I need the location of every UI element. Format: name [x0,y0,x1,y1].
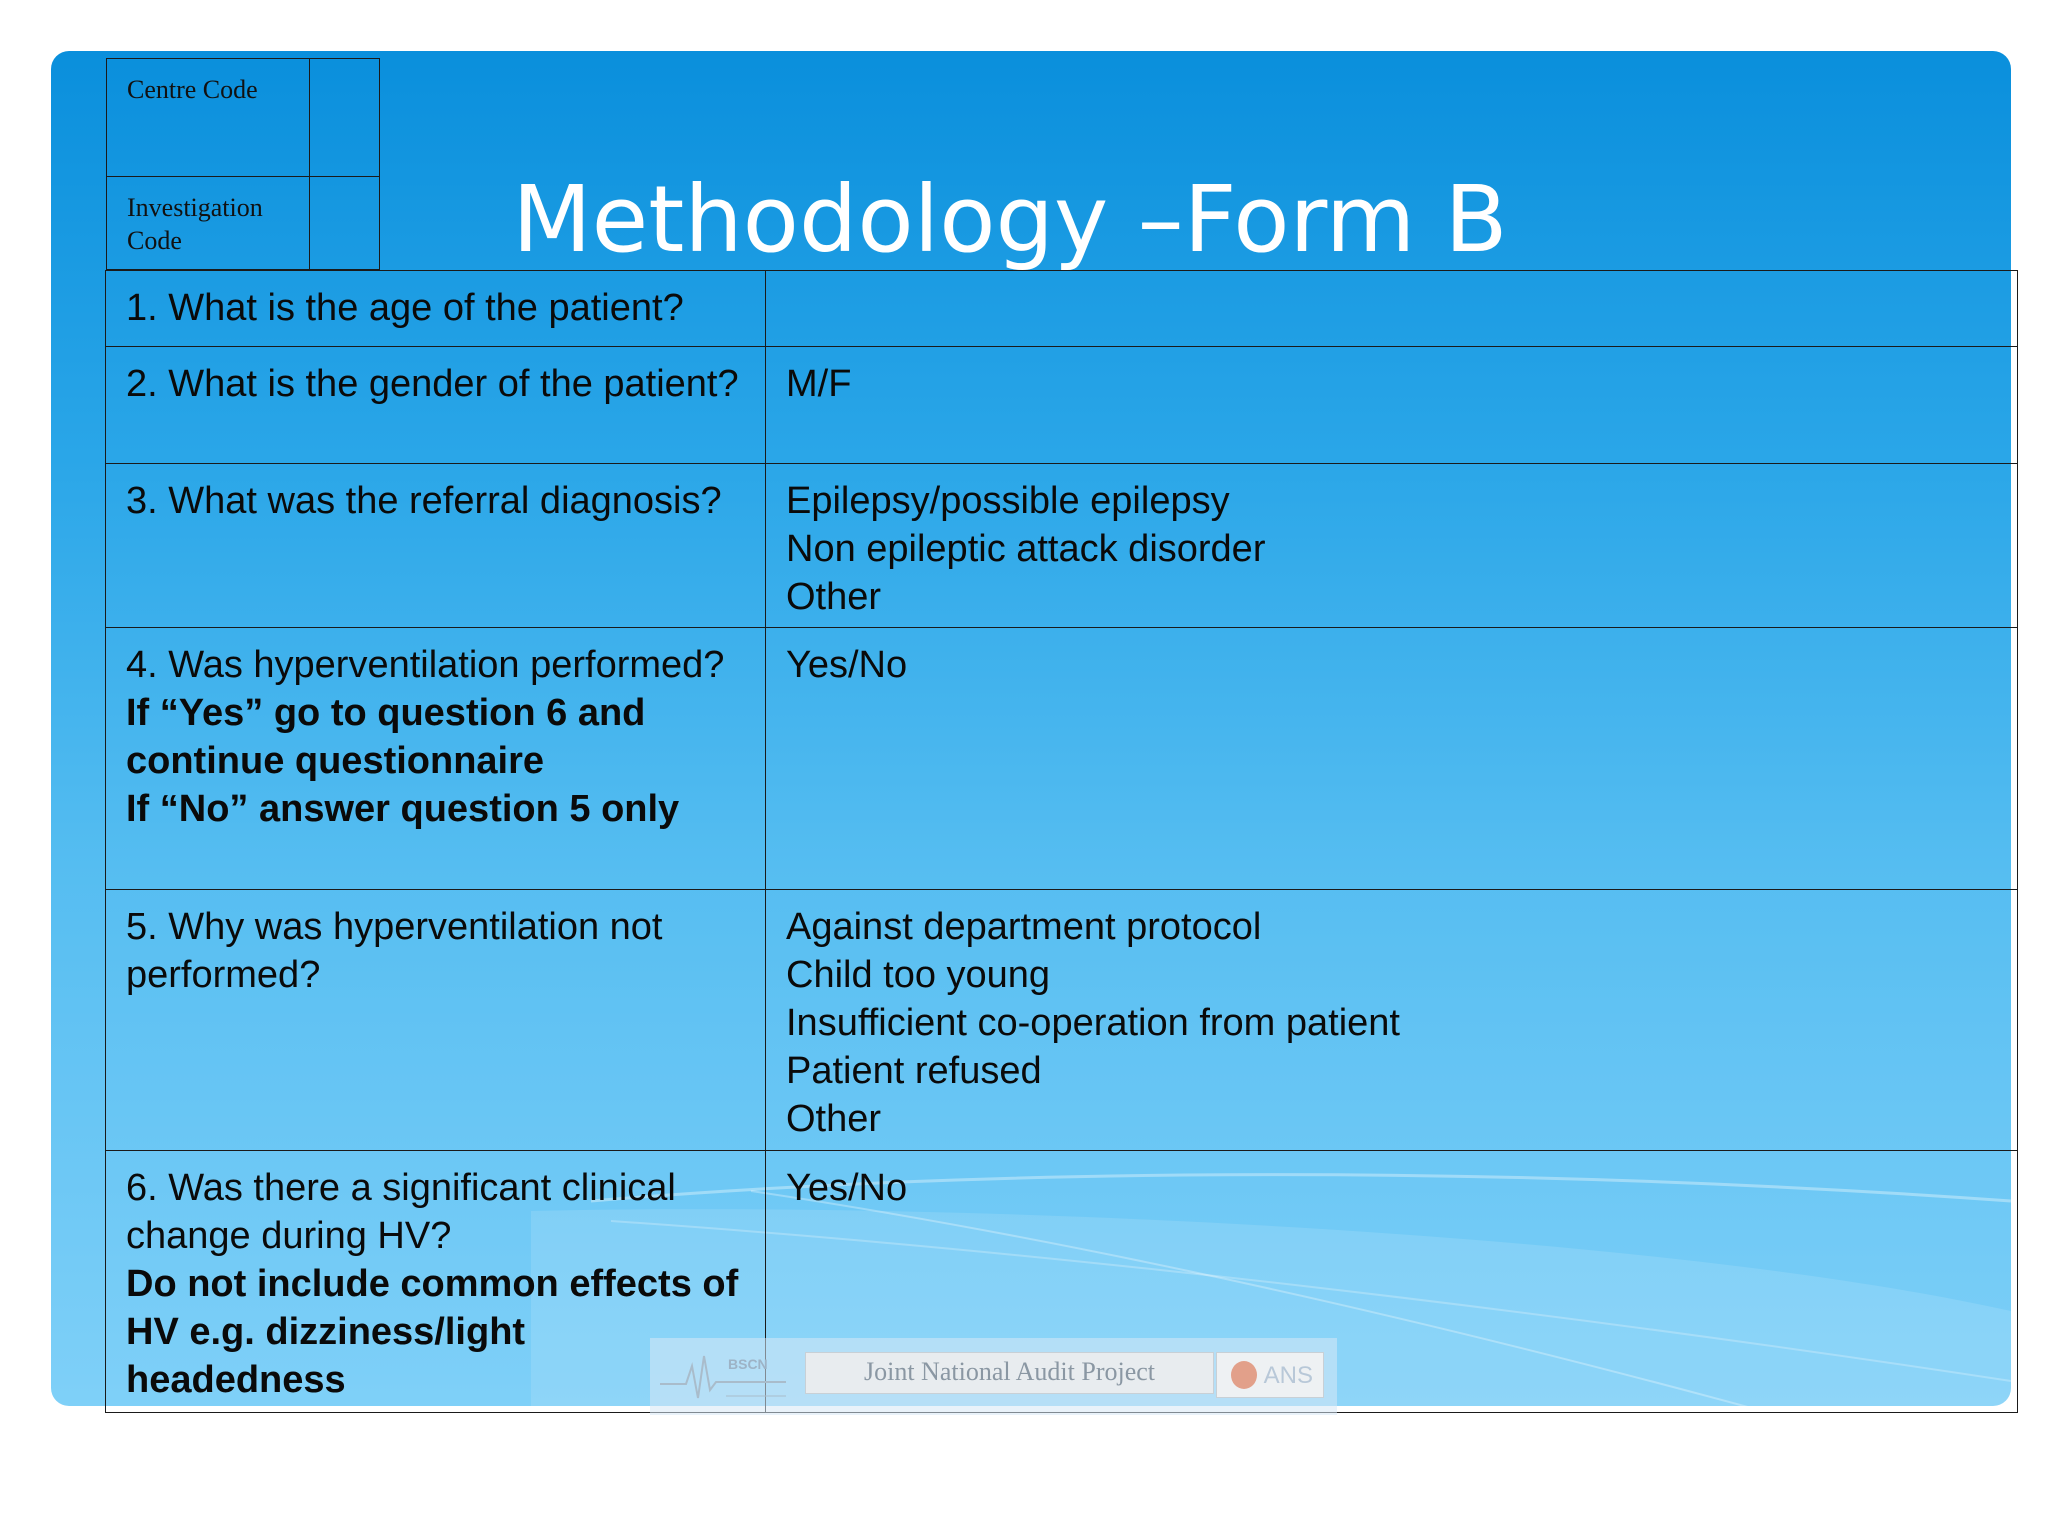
audit-banner: Joint National Audit Project [805,1352,1214,1394]
page-title: Methodology –Form B [512,166,1508,273]
table-row [106,271,2018,347]
question-cell [106,271,766,347]
ecg-logo [656,1346,796,1406]
answer-cell[interactable] [766,347,2018,464]
answer-cell[interactable] [766,628,2018,890]
ans-logo-text: ANS [1263,1362,1313,1389]
question-text: 3. What was the referral diagnosis? [126,480,722,522]
question-cell [106,890,766,1151]
question-instruction: Do not include common effects of HV e.g. dizziness/light headedness [126,1263,739,1401]
answer-option: Patient refused [786,1050,1042,1092]
question-text: 2. What is the gender of the patient? [126,363,739,405]
answer-option: Against department protocol [786,906,1262,948]
ans-logo [1216,1352,1324,1398]
investigation-code-row [107,177,379,269]
table-row [106,628,2018,890]
investigation-code-label: Investigation Code [127,193,263,255]
question-cell [106,628,766,890]
form-table [105,270,2018,1413]
table-row [106,464,2018,628]
centre-code-row [107,59,379,177]
code-box-divider [309,59,310,269]
question-text: 6. Was there a significant clinical change during HV? [126,1167,676,1257]
answer-option: Insufficient co-operation from patient [786,1002,1400,1044]
question-text: 5. Why was hyperventilation not performed? [126,906,663,996]
ans-emblem-icon [1231,1361,1257,1389]
answer-option: Epilepsy/possible epilepsy [786,480,1230,522]
answer-cell[interactable] [766,464,2018,628]
ecg-waveform-icon [656,1346,796,1406]
question-cell [106,464,766,628]
centre-code-label: Centre Code [127,75,258,104]
code-box [106,58,380,270]
answer-option: Other [786,576,882,618]
footer-logo [650,1338,1337,1415]
answer-option: Other [786,1098,882,1140]
answer-option: Child too young [786,954,1051,996]
answer-cell[interactable] [766,890,2018,1151]
question-text: 1. What is the age of the patient? [126,287,684,329]
table-row [106,347,2018,464]
question-instruction: If “Yes” go to question 6 and continue questionnaire [126,692,646,782]
answer-option: M/F [786,363,852,405]
answer-option: Non epileptic attack disorder [786,528,1266,570]
answer-option: Yes/No [786,1167,908,1209]
ecg-logo-text: BSCN [728,1356,768,1372]
answer-option: Yes/No [786,644,908,686]
table-row [106,890,2018,1151]
question-instruction: If “No” answer question 5 only [126,788,680,830]
answer-cell[interactable] [766,271,2018,347]
question-text: 4. Was hyperventilation performed? [126,644,725,686]
question-cell [106,347,766,464]
